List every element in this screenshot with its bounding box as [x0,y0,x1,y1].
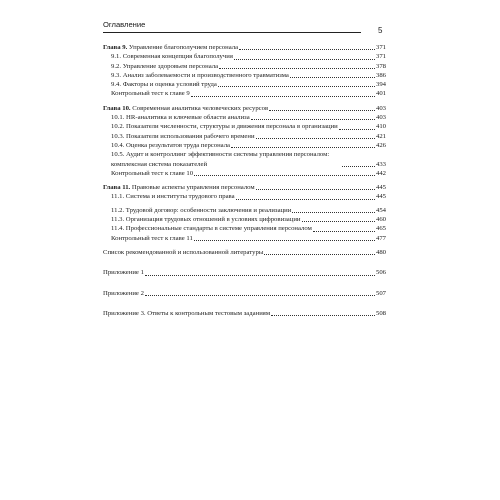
page-ref: 442 [375,169,386,177]
toc-entry[interactable] [103,113,386,122]
toc-entry[interactable] [103,150,386,169]
toc-entry[interactable] [103,169,386,178]
entry-title: 11.2. Трудовой договор: особенности заключения и реализации [111,206,292,214]
leader-dots [234,59,375,60]
leader-dots [271,315,375,316]
leader-dots [269,110,375,111]
entry-title: 11.3. Организация трудовых отношений в условиях цифровизации [111,216,301,224]
entry-title: 10.5. Аудит и контроллинг эффективности системы управления персоналом: комплексная система показателей [111,151,330,168]
page-ref: 507 [375,289,386,297]
chapter-number: Глава 11. [103,184,131,192]
page-ref: 394 [375,81,386,89]
toc-entry[interactable] [103,234,386,243]
chapter-11 [103,183,386,243]
leader-dots [292,212,375,213]
leader-dots [219,68,375,69]
page-ref: 477 [375,234,386,242]
page-ref: 403 [375,104,386,112]
leader-dots [231,147,375,148]
page-ref: 403 [375,114,386,122]
toc-entry[interactable] [103,206,386,215]
toc-entry[interactable] [103,89,386,98]
entry-title: Контрольный тест к главе 11 [111,234,193,242]
running-header: Оглавление [103,20,361,33]
leader-dots [218,86,375,87]
page-ref: 421 [375,132,386,140]
chapter-title: Современная аналитика человеческих ресурсов [132,104,269,112]
page-ref: 454 [375,206,386,214]
entry-title: Приложение 1 [103,269,144,277]
toc-entry-appendix-1[interactable] [103,268,386,277]
leader-dots [251,119,375,120]
entry-title: Контрольный тест к главе 9 [111,90,190,98]
leader-dots [194,175,375,176]
entry-title: Контрольный тест к главе 10 [111,169,194,177]
chapter-heading[interactable] [103,183,386,192]
chapter-title: Управление благополучием персонала [128,44,239,51]
toc-entry[interactable] [103,141,386,150]
toc-entry[interactable] [103,80,386,89]
leader-dots [313,231,375,232]
chapter-number: Глава 10. [103,104,131,112]
page-ref: 378 [375,62,386,70]
leader-dots [290,77,375,78]
leader-dots [194,240,375,241]
entry-title: 10.4. Оценка результатов труда персонала [111,141,231,149]
entry-title: 9.4. Факторы и оценка условий труда [111,81,217,89]
entry-title: 10.2. Показатели численности, структуры и движения персонала в организации [111,123,338,131]
leader-dots [191,96,375,97]
page-ref: 410 [375,123,386,131]
toc-entry[interactable] [103,215,386,224]
chapter-9 [103,43,386,99]
leader-dots [342,166,375,167]
entry-title: Список рекомендованной и использованной литературы [103,248,264,256]
entry-title: 9.2. Управление здоровьем персонала [111,62,219,70]
entry-title: 11.4. Профессиональные стандарты в системе управления персоналом [111,225,312,233]
page-ref: 445 [375,193,386,201]
leader-dots [239,49,375,50]
chapter-heading[interactable] [103,43,386,52]
entry-title: 9.1. Современная концепция благополучия [111,53,233,61]
leader-dots [264,254,375,255]
toc-entry[interactable] [103,192,386,201]
toc-entry[interactable] [103,224,386,233]
chapter-title: Правовые аспекты управления персоналом [131,184,255,192]
leader-dots [145,275,375,276]
entry-title: 9.3. Анализ заболеваемости и производственного травматизма [111,71,289,79]
page-ref: 465 [375,225,386,233]
leader-dots [145,295,375,296]
page-ref: 426 [375,141,386,149]
page-ref: 445 [375,184,386,192]
page-ref: 460 [375,216,386,224]
leader-dots [339,129,375,130]
page-ref: 506 [375,269,386,277]
entry-title: 10.3. Показатели использования рабочего времени [111,132,255,140]
page-ref: 371 [375,53,386,61]
toc-entry-appendix-3[interactable] [103,309,386,318]
toc-entry[interactable] [103,132,386,141]
leader-dots [256,189,375,190]
page-ref: 386 [375,71,386,79]
toc-entry[interactable] [103,52,386,61]
page-number: 5 [378,26,383,35]
page-ref: 433 [375,160,386,168]
table-of-contents [103,43,386,329]
chapter-10 [103,104,386,178]
page-ref: 480 [375,248,386,256]
page-ref: 401 [375,90,386,98]
page-ref: 508 [375,309,386,317]
leader-dots [256,138,375,139]
leader-dots [236,199,375,200]
chapter-heading[interactable] [103,104,386,113]
chapter-number: Глава 9. [103,44,128,51]
entry-title: Приложение 2 [103,289,144,297]
toc-entry-appendix-2[interactable] [103,289,386,298]
entry-title: Приложение 3. Ответы к контрольным тестовым заданиям [103,309,271,317]
toc-entry[interactable] [103,62,386,71]
toc-entry-bibliography[interactable] [103,248,386,257]
entry-title: 11.1. Система и институты трудового права [111,193,235,201]
page-ref: 371 [375,44,386,51]
toc-entry[interactable] [103,122,386,131]
leader-dots [302,221,375,222]
toc-entry[interactable] [103,71,386,80]
entry-title: 10.1. HR-аналитика и ключевые области анализа [111,114,250,122]
